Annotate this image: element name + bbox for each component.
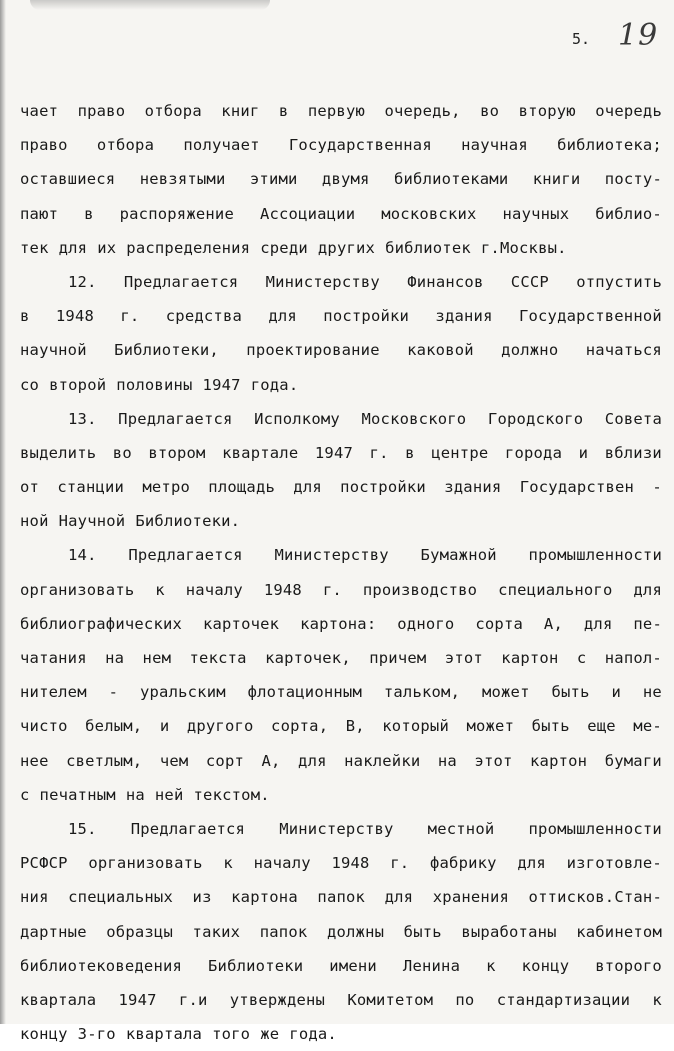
word: еще: [587, 717, 616, 736]
text-line: [20, 744, 662, 778]
word: библио-: [595, 204, 662, 223]
text-line: [20, 641, 662, 675]
word: в: [20, 307, 30, 326]
word: для: [298, 751, 327, 770]
text-line: [20, 231, 662, 265]
word: 15.: [68, 819, 97, 838]
word: кабинетом: [576, 922, 662, 941]
text-line: [20, 128, 662, 162]
word: во: [112, 443, 132, 462]
word: отпустить: [576, 272, 662, 291]
word: для: [268, 307, 297, 326]
word: для: [384, 888, 414, 907]
word: московских: [381, 204, 477, 223]
word: г.: [322, 580, 342, 599]
word: Ассоциации: [259, 204, 356, 223]
word: 1948: [331, 854, 370, 873]
word: по: [455, 990, 475, 1009]
word: фабрику: [429, 854, 497, 873]
word: может: [466, 717, 515, 736]
word: уральским: [139, 683, 226, 702]
word: -: [108, 683, 119, 702]
word: во: [480, 102, 500, 120]
word: пе-: [633, 614, 662, 633]
word: ния: [20, 888, 49, 907]
word: А,: [261, 751, 281, 770]
word: Предлагается: [128, 546, 243, 565]
word: со: [20, 375, 40, 394]
word: распоряжение: [119, 204, 234, 223]
word: 1948: [263, 580, 302, 599]
word: хранения: [432, 888, 510, 907]
word: промышленности: [528, 546, 662, 565]
word: библиотеками: [393, 170, 509, 189]
word: среди: [260, 238, 308, 257]
word: метро: [142, 478, 191, 497]
text-line: [20, 333, 662, 367]
word: Бумажной: [420, 546, 497, 565]
word: напол-: [604, 649, 662, 667]
word: года.: [250, 375, 299, 394]
word: квартала: [20, 990, 97, 1009]
word: Предлагается: [118, 409, 233, 428]
text-line: [20, 368, 662, 402]
paragraph-13-start: [20, 402, 662, 436]
text-line: [20, 436, 662, 470]
word: распределения: [126, 238, 251, 257]
word: и: [578, 443, 589, 462]
word: очередь,: [384, 102, 461, 120]
word: Предлагается: [130, 819, 246, 838]
word: каковой: [407, 341, 474, 360]
word: должны: [326, 922, 385, 941]
word: выработаны: [461, 922, 557, 941]
word: Государственная: [288, 136, 432, 155]
word: 1947: [118, 990, 157, 1009]
handwritten-archive-number: 19: [618, 18, 659, 53]
word: не: [642, 683, 662, 702]
word: вблизи: [604, 443, 662, 462]
word: организовать: [20, 580, 135, 599]
word: начаться: [585, 341, 662, 360]
word: втором: [148, 443, 206, 462]
word: Министерству: [274, 546, 389, 565]
word: их: [97, 238, 117, 257]
word: Ленина: [402, 956, 461, 975]
word: 13.: [68, 409, 97, 428]
word: в: [405, 443, 415, 462]
word: Комитетом: [347, 990, 434, 1009]
word: сорта: [475, 614, 524, 633]
word: концу: [20, 1025, 68, 1044]
document-text: [20, 94, 662, 1051]
word: г.и: [178, 990, 208, 1009]
word: Научной: [58, 512, 126, 531]
word: -: [652, 478, 662, 497]
word: постройки: [323, 307, 410, 326]
text-line: [20, 607, 662, 641]
page-number: 5.: [572, 30, 591, 48]
word: к: [652, 990, 662, 1009]
word: выделить: [20, 443, 97, 462]
text-line: [20, 983, 662, 1017]
word: отбора: [96, 136, 155, 155]
word: отбора: [144, 102, 202, 120]
word: чает: [20, 102, 59, 120]
word: нителем: [20, 683, 87, 702]
word: наклейки: [344, 751, 421, 770]
word: для: [583, 614, 613, 633]
word: концу: [521, 956, 570, 975]
text-line: [20, 880, 662, 914]
word: тальком,: [383, 683, 461, 702]
word: должно: [501, 341, 559, 360]
word: для: [517, 854, 546, 873]
text-line: [20, 197, 662, 231]
word: книги: [532, 170, 581, 189]
word: для: [293, 478, 322, 497]
word: печатным: [39, 785, 116, 804]
word: чатания: [20, 649, 87, 667]
word: этими: [249, 170, 298, 189]
word: картона:: [300, 614, 377, 633]
word: для: [633, 580, 662, 599]
word: карточек,: [265, 649, 351, 667]
word: одного: [397, 614, 455, 633]
text-line: [20, 915, 662, 949]
word: оттисков.Стан-: [528, 888, 662, 907]
word: тек: [20, 238, 49, 257]
text-line: [20, 1017, 662, 1051]
word: сорта,: [271, 717, 329, 736]
word: картон: [530, 751, 588, 770]
word: Исполкому: [254, 409, 340, 428]
word: специальных: [68, 888, 173, 907]
word: на: [125, 785, 145, 804]
word: первую: [307, 102, 366, 120]
word: города: [504, 443, 563, 462]
word: здания: [444, 478, 502, 497]
word: 3-го: [77, 1025, 116, 1044]
word: карточек: [202, 614, 280, 633]
word: пают: [20, 204, 59, 223]
word: средства: [165, 307, 243, 326]
text-line: [20, 778, 662, 812]
word: этот: [474, 751, 513, 770]
word: Библиотеки: [208, 956, 304, 975]
word: проектирование: [246, 341, 380, 360]
word: невзятыми: [139, 170, 226, 189]
word: очередь: [595, 102, 662, 120]
text-line: [20, 675, 662, 709]
word: ней: [154, 785, 184, 804]
text-line: [20, 949, 662, 983]
word: квартале: [222, 443, 299, 462]
text-line: [20, 504, 662, 538]
text-line: [20, 299, 662, 333]
word: площадь: [208, 478, 276, 497]
text-line: [20, 846, 662, 880]
word: к: [486, 956, 496, 975]
word: г.: [369, 443, 389, 462]
word: на: [105, 649, 125, 667]
word: Финансов: [407, 272, 484, 291]
word: Министерству: [265, 272, 380, 291]
word: светлым,: [66, 751, 143, 770]
word: промышленности: [528, 819, 662, 838]
word: в: [278, 102, 289, 120]
word: в: [84, 204, 94, 223]
text-line: [20, 573, 662, 607]
word: посту-: [604, 170, 662, 189]
word: книг: [221, 102, 260, 120]
word: библиографических: [20, 614, 183, 633]
word: Государствен: [519, 478, 635, 497]
word: быть: [403, 922, 442, 941]
word: для: [58, 238, 88, 257]
word: библиотека;: [557, 136, 662, 155]
word: Предлагается: [123, 272, 239, 291]
word: второго: [595, 956, 662, 975]
word: из: [192, 888, 212, 907]
word: производство: [362, 580, 478, 599]
word: с: [576, 649, 587, 667]
word: научных: [502, 204, 570, 223]
word: Совета: [604, 409, 662, 428]
word: который: [382, 717, 449, 736]
word: 14.: [68, 546, 97, 565]
word: право: [77, 102, 126, 120]
word: г.: [390, 854, 410, 873]
word: белым,: [85, 717, 143, 736]
word: специального: [498, 580, 613, 599]
word: того: [212, 1025, 251, 1044]
word: г.Москвы.: [480, 238, 567, 257]
word: здания: [435, 307, 493, 326]
word: ме-: [633, 717, 662, 736]
word: второй: [49, 375, 107, 394]
word: постройки: [340, 478, 426, 497]
word: быть: [531, 717, 570, 736]
word: причем: [369, 649, 427, 667]
page-edge-shadow: [0, 0, 6, 1024]
word: половины: [116, 375, 193, 394]
word: может: [481, 683, 530, 702]
text-line: [20, 94, 662, 128]
word: 12.: [68, 272, 97, 291]
word: научной: [20, 341, 87, 360]
word: сорт: [205, 751, 245, 770]
word: и: [159, 717, 170, 736]
text-line: [20, 709, 662, 743]
word: 1947: [202, 375, 241, 394]
word: оставшиеся: [20, 170, 116, 189]
word: образцы: [106, 922, 173, 941]
word: этот: [444, 649, 483, 667]
word: квартала: [125, 1025, 203, 1044]
paragraph-14-start: [20, 538, 662, 572]
word: началу: [185, 580, 243, 599]
word: быть: [551, 683, 590, 702]
word: Библиотеки,: [114, 341, 219, 360]
word: вторую: [518, 102, 576, 120]
word: началу: [253, 854, 311, 873]
word: утверждены: [229, 990, 326, 1009]
word: с: [20, 785, 30, 804]
scan-smudge: [30, 0, 270, 10]
word: центре: [431, 443, 489, 462]
word: местной: [427, 819, 495, 838]
word: РСФСР: [20, 854, 68, 873]
word: других: [317, 238, 376, 257]
word: право: [20, 136, 68, 155]
word: на: [437, 751, 457, 770]
word: научная: [461, 136, 528, 155]
word: получает: [183, 136, 260, 155]
word: чисто: [20, 717, 68, 736]
word: библиотек: [385, 238, 471, 257]
text-line: [20, 162, 662, 196]
text-line: [20, 470, 662, 504]
word: стандартизации: [496, 990, 631, 1009]
word: 1948: [55, 307, 95, 326]
word: чем: [159, 751, 189, 770]
word: Городского: [487, 409, 584, 428]
paragraph-12-start: [20, 265, 662, 299]
word: организовать: [88, 854, 203, 873]
word: бумаги: [604, 751, 662, 770]
word: Библиотеки.: [135, 512, 241, 531]
word: СССР: [510, 272, 549, 291]
word: Московского: [361, 409, 467, 428]
word: двумя: [321, 170, 370, 189]
word: текстом.: [193, 785, 270, 804]
word: А,: [543, 614, 563, 633]
word: дартные: [20, 922, 87, 941]
word: нее: [20, 751, 49, 770]
word: г.: [120, 307, 140, 326]
word: папок: [259, 922, 308, 941]
word: нем: [142, 649, 172, 667]
word: папок: [317, 888, 366, 907]
word: к: [155, 580, 165, 599]
word: года.: [289, 1025, 337, 1044]
word: картон: [501, 649, 559, 667]
word: Министерству: [279, 819, 394, 838]
word: библиотековедения: [20, 956, 183, 975]
word: ной: [20, 512, 49, 531]
word: имени: [329, 956, 377, 975]
word: изготовле-: [566, 854, 662, 873]
word: к: [223, 854, 233, 873]
word: текста: [189, 649, 247, 667]
word: же: [260, 1025, 280, 1044]
word: Государственной: [518, 307, 662, 326]
word: другого: [186, 717, 254, 736]
paragraph-15-start: [20, 812, 662, 846]
word: 1947: [314, 443, 354, 462]
word: и: [611, 683, 621, 702]
word: таких: [192, 922, 241, 941]
word: станции: [57, 478, 125, 497]
word: картона: [231, 888, 298, 907]
word: от: [20, 478, 40, 497]
word: В,: [345, 717, 365, 736]
word: флотационным: [247, 683, 362, 702]
